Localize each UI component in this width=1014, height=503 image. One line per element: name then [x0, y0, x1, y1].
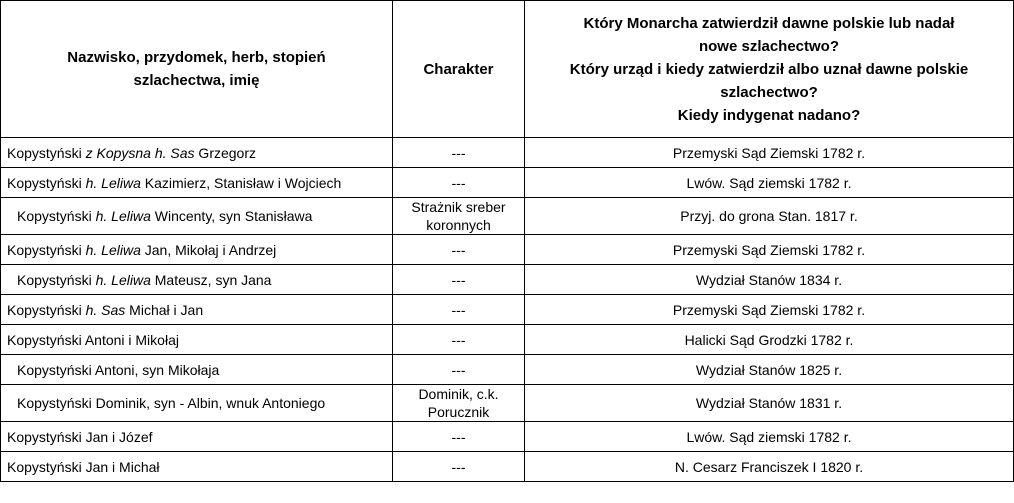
- source-cell: Przyj. do grona Stan. 1817 r.: [525, 198, 1014, 235]
- name-cell: Kopystyński Antoni, syn Mikołaja: [1, 355, 393, 385]
- name-cell: Kopystyński Antoni i Mikołaj: [1, 325, 393, 355]
- character-cell: ---: [393, 235, 525, 265]
- character-cell: ---: [393, 422, 525, 452]
- name-cell: Kopystyński h. Leliwa Wincenty, syn Stanisława: [1, 198, 393, 235]
- character-cell: ---: [393, 295, 525, 325]
- character-cell: ---: [393, 168, 525, 198]
- header-name-line: Nazwisko, przydomek, herb, stopień: [67, 49, 326, 66]
- name-cell: Kopystyński h. Sas Michał i Jan: [1, 295, 393, 325]
- header-name: [1, 1, 393, 138]
- source-cell: Halicki Sąd Grodzki 1782 r.: [525, 325, 1014, 355]
- source-cell: Lwów. Sąd ziemski 1782 r.: [525, 168, 1014, 198]
- character-cell: Dominik, c.k. Porucznik: [393, 385, 525, 422]
- source-cell: Przemyski Sąd Ziemski 1782 r.: [525, 138, 1014, 168]
- table-row: [1, 295, 1014, 325]
- table-row: [1, 168, 1014, 198]
- header-source-line: Kiedy indygenat nadano?: [677, 106, 861, 124]
- name-cell: Kopystyński Dominik, syn - Albin, wnuk Antoniego: [1, 385, 393, 422]
- header-character: Charakter: [393, 1, 525, 138]
- source-cell: Lwów. Sąd ziemski 1782 r.: [525, 422, 1014, 452]
- character-cell: Strażnik sreber koronnych: [393, 198, 525, 235]
- character-cell: ---: [393, 355, 525, 385]
- table-row: [1, 385, 1014, 422]
- source-cell: Wydział Stanów 1825 r.: [525, 355, 1014, 385]
- name-cell: Kopystyński Jan i Michał: [1, 452, 393, 482]
- header-source-line: Który Monarcha zatwierdził dawne polskie lub nadał: [583, 14, 955, 32]
- character-cell: ---: [393, 452, 525, 482]
- source-cell: N. Cesarz Franciszek I 1820 r.: [525, 452, 1014, 482]
- table-row: [1, 325, 1014, 355]
- header-source-line: szlachectwo?: [720, 83, 818, 101]
- header-source-line: Który urząd i kiedy zatwierdził albo uznał dawne polskie: [569, 60, 969, 78]
- table-row: [1, 265, 1014, 295]
- character-cell: ---: [393, 265, 525, 295]
- header-row: [1, 1, 1014, 138]
- header-source-line: nowe szlachectwo?: [698, 37, 840, 55]
- table-row: [1, 422, 1014, 452]
- name-cell: Kopystyński h. Leliwa Jan, Mikołaj i Andrzej: [1, 235, 393, 265]
- table-row: [1, 452, 1014, 482]
- character-cell: ---: [393, 325, 525, 355]
- table-row: [1, 138, 1014, 168]
- table-row: [1, 198, 1014, 235]
- table-row: [1, 235, 1014, 265]
- header-name-line: szlachectwa, imię: [133, 72, 260, 89]
- source-cell: Wydział Stanów 1834 r.: [525, 265, 1014, 295]
- header-source: [525, 1, 1014, 138]
- name-cell: Kopystyński Jan i Józef: [1, 422, 393, 452]
- source-cell: Przemyski Sąd Ziemski 1782 r.: [525, 295, 1014, 325]
- name-cell: Kopystyński h. Leliwa Mateusz, syn Jana: [1, 265, 393, 295]
- source-cell: Wydział Stanów 1831 r.: [525, 385, 1014, 422]
- source-cell: Przemyski Sąd Ziemski 1782 r.: [525, 235, 1014, 265]
- table-row: [1, 355, 1014, 385]
- name-cell: Kopystyński h. Leliwa Kazimierz, Stanisław i Wojciech: [1, 168, 393, 198]
- character-cell: ---: [393, 138, 525, 168]
- name-cell: Kopystyński z Kopysna h. Sas Grzegorz: [1, 138, 393, 168]
